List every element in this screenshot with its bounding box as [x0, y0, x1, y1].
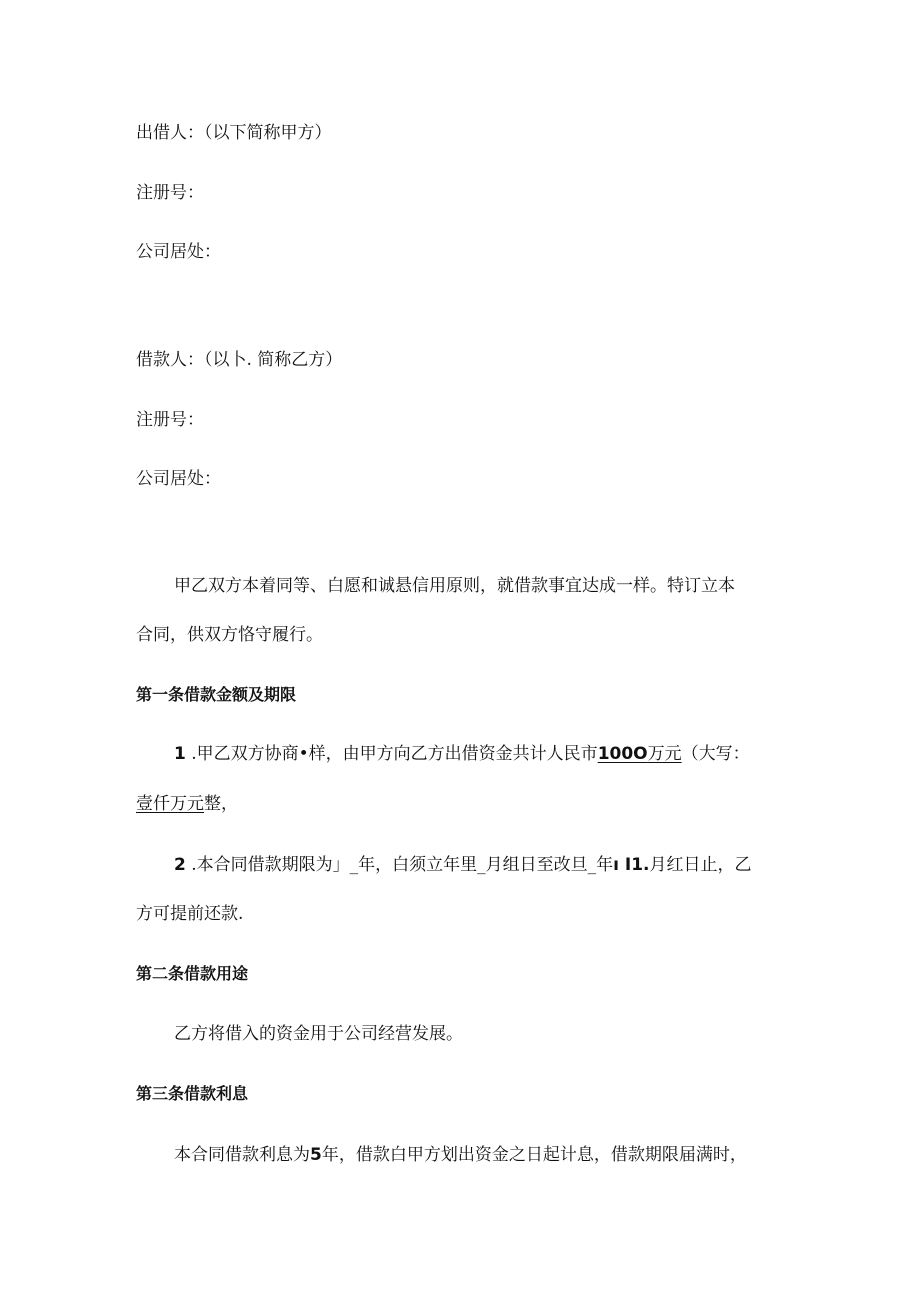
- article-3-heading: 第三条借款利息: [136, 1084, 249, 1103]
- item-tail: （大写：: [681, 744, 750, 764]
- item-text-tail: 月红日止，乙: [649, 855, 752, 875]
- lender-address-label: 公司居处：: [136, 242, 221, 262]
- item-text: .甲乙双方协商•样，由甲方向乙方出借资金共计人民市: [185, 744, 598, 764]
- loan-amount-chinese-tail: 整，: [204, 794, 238, 814]
- borrower-title: 借款人：（以卜. 简称乙方）: [136, 350, 343, 370]
- loan-amount-unit: 万元: [647, 744, 682, 764]
- loan-amount-number: 100O: [597, 744, 648, 764]
- preamble-line-2: 合同，供双方恪守履行。: [136, 625, 323, 645]
- article-2-text: 乙方将借入的资金用于公司经营发展。: [174, 1024, 463, 1044]
- article-3-text-start: 本合同借款利息为: [174, 1145, 310, 1165]
- loan-amount-chinese: 壹仟万元: [136, 794, 204, 814]
- preamble-line-1: 甲乙双方本着同等、白愿和诚悬信用原则，就借款事宜达成一样。特订立本: [174, 576, 735, 596]
- borrower-address-label: 公司居处：: [136, 469, 221, 489]
- article-3-text-end: 年，借款白甲方划出资金之日起计息，借款期限届满时，: [321, 1145, 747, 1165]
- article-1-heading: 第一条借款金额及期限: [136, 685, 297, 704]
- item-text: .本合同借款期限为」_年，白须立年里_月组日至改旦_年: [185, 855, 614, 875]
- article-3-text: [174, 1143, 747, 1167]
- loan-amount: [598, 744, 682, 764]
- article-1-item-2: [174, 853, 752, 877]
- article-2-heading: 第二条借款用途: [136, 964, 249, 983]
- article-1-item-1: [174, 742, 750, 766]
- lender-title: 出借人：（以下简称甲方）: [136, 123, 332, 143]
- item-code: ı I1.: [613, 855, 650, 875]
- interest-rate: 5: [310, 1145, 322, 1165]
- lender-reg-label: 注册号：: [136, 183, 204, 203]
- article-1-item-1-line-2: [136, 792, 238, 816]
- item-number: 1: [174, 744, 186, 764]
- borrower-reg-label: 注册号：: [136, 410, 204, 430]
- item-number: 2: [174, 855, 186, 875]
- article-1-item-2-line-2: 方可提前还款.: [136, 904, 244, 924]
